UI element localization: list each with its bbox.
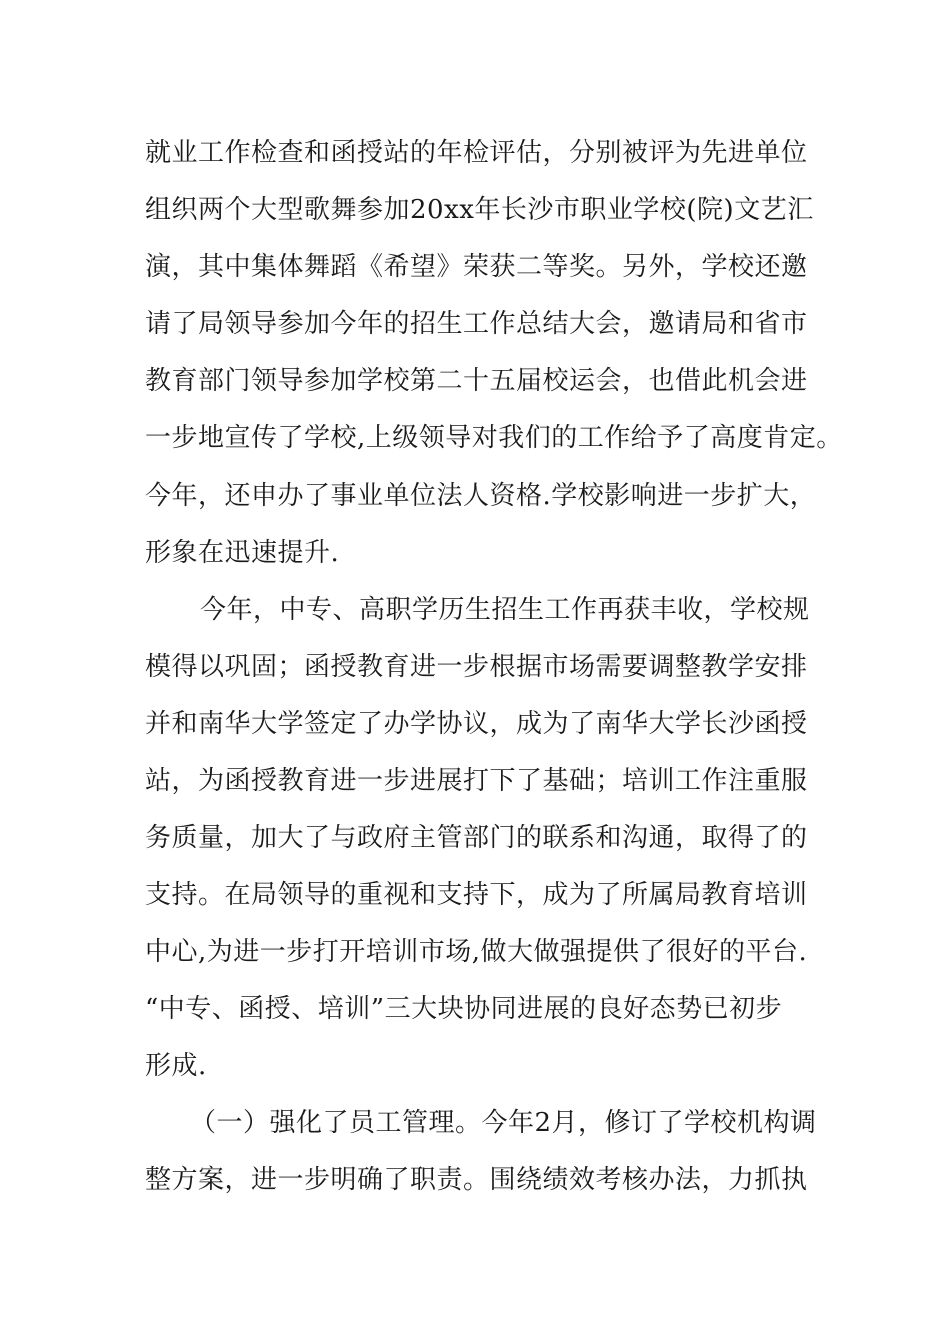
text-line: 模得以巩固；函授教育进一步根据市场需要调整教学安排 (145, 652, 808, 682)
text-line: 务质量，加大了与政府主管部门的联系和沟通，取得了的 (145, 823, 808, 853)
text-line: 站，为函授教育进一步进展打下了基础；培训工作注重服 (145, 766, 808, 796)
paragraph-first-line: 今年，中专、高职学历生招生工作再获丰收，学校规 (200, 595, 810, 625)
text-line: 请了局领导参加今年的招生工作总结大会，邀请局和省市 (145, 309, 808, 339)
text-line: 形象在迅速提升. (145, 538, 340, 568)
text-line: 形成. (145, 1051, 207, 1081)
text-line: 组织两个大型歌舞参加20xx年长沙市职业学校(院)文艺汇 (145, 195, 814, 225)
section-heading-line: （一）强化了员工管理。今年2月，修订了学校机构调 (190, 1108, 817, 1138)
text-line: 演，其中集体舞蹈《希望》荣获二等奖。另外，学校还邀 (145, 252, 808, 282)
text-line: “中专、函授、培训”三大块协同进展的良好态势已初步 (145, 994, 783, 1024)
text-line: 就业工作检查和函授站的年检评估，分别被评为先进单位 (145, 138, 808, 168)
text-line: 今年，还申办了事业单位法人资格.学校影响进一步扩大， (145, 481, 817, 511)
text-line: 中心,为进一步打开培训市场,做大做强提供了很好的平台. (145, 937, 808, 967)
text-line: 教育部门领导参加学校第二十五届校运会，也借此机会进 (145, 366, 808, 396)
text-line: 整方案，进一步明确了职责。围绕绩效考核办法，力抓执 (145, 1165, 808, 1195)
text-line: 支持。在局领导的重视和支持下，成为了所属局教育培训 (145, 880, 808, 910)
text-line: 一步地宣传了学校,上级领导对我们的工作给予了高度肯定。 (145, 423, 843, 453)
text-line: 并和南华大学签定了办学协议，成为了南华大学长沙函授 (145, 709, 808, 739)
